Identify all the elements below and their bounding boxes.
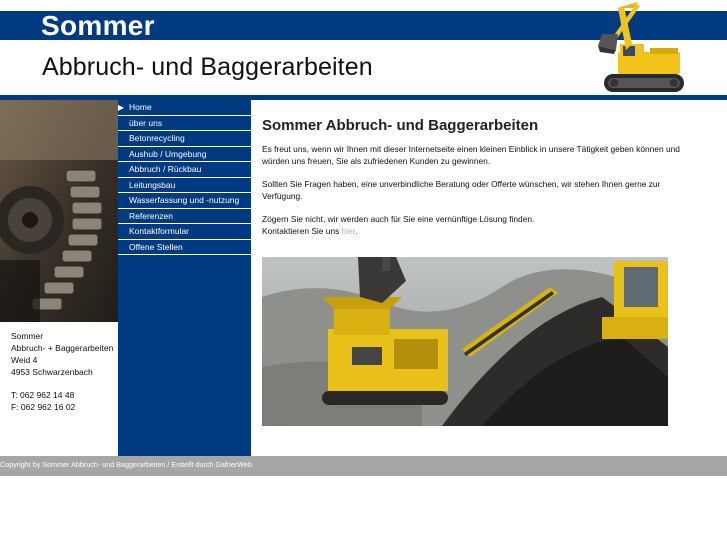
nav-item-home[interactable]: ▶ Home: [118, 100, 251, 116]
contact-link[interactable]: hier: [341, 226, 356, 236]
brand-subtitle: Abbruch- und Baggerarbeiten: [42, 53, 373, 81]
intro-paragraph: Sollten Sie Fragen haben, eine unverbindliche Beratung oder Offerte wünschen, wir stehen Ihnen gerne zur Verfügung.: [262, 179, 661, 201]
nav-item-abbruch[interactable]: Abbruch / Rückbau: [118, 162, 251, 178]
nav-item-ueber-uns[interactable]: über uns: [118, 116, 251, 132]
main-nav: [118, 100, 251, 456]
address-city: 4953 Schwarzenbach: [11, 367, 93, 377]
contact-line: [262, 225, 702, 237]
address-line: Abbruch- + Baggerarbeiten: [11, 343, 114, 353]
contact-prefix: Kontaktieren Sie uns: [262, 226, 342, 236]
crusher-photo: [262, 257, 668, 426]
address-block: [11, 330, 113, 413]
intro-paragraph: Es freut uns, wenn wir Ihnen mit dieser Internetseite einen kleinen Einblick in unsere Tätigkeit geben können und würden uns freuen, Sie als zufriedenen Kunden zu gewinnen.: [262, 144, 680, 166]
nav-item-offene-stellen[interactable]: Offene Stellen: [118, 240, 251, 256]
address-street: Weid 4: [11, 355, 38, 365]
contact-suffix: .: [355, 226, 358, 236]
copyright-text: Copyright by Sommer Abbruch- und Baggerarbeiten / Erstellt durch GafnerWeb: [0, 460, 252, 469]
left-column: [0, 100, 118, 456]
nav-item-betonrecycling[interactable]: Betonrecycling: [118, 131, 251, 147]
address-fax: F: 062 962 16 02: [11, 402, 76, 412]
header: [0, 0, 727, 100]
nav-item-leitungsbau[interactable]: Leitungsbau: [118, 178, 251, 194]
address-company: Sommer: [11, 331, 44, 341]
main-content: [251, 100, 727, 456]
nav-item-referenzen[interactable]: Referenzen: [118, 209, 251, 225]
footer: [0, 456, 727, 476]
address-phone: T: 062 962 14 48: [11, 390, 75, 400]
brand-name[interactable]: Sommer: [41, 10, 155, 41]
nav-item-wasserfassung[interactable]: Wasserfassung und -nutzung: [118, 193, 251, 209]
nav-item-kontaktformular[interactable]: Kontaktformular: [118, 224, 251, 240]
nav-item-aushub[interactable]: Aushub / Umgebung: [118, 147, 251, 163]
intro-text: [262, 143, 702, 237]
page-title: Sommer Abbruch- und Baggerarbeiten: [262, 117, 539, 134]
intro-paragraph: Zögern Sie nicht, wir werden auch für Sie eine vernünftige Lösung finden.: [262, 214, 535, 224]
track-chain-photo: [0, 100, 118, 322]
excavator-icon: [588, 0, 688, 96]
